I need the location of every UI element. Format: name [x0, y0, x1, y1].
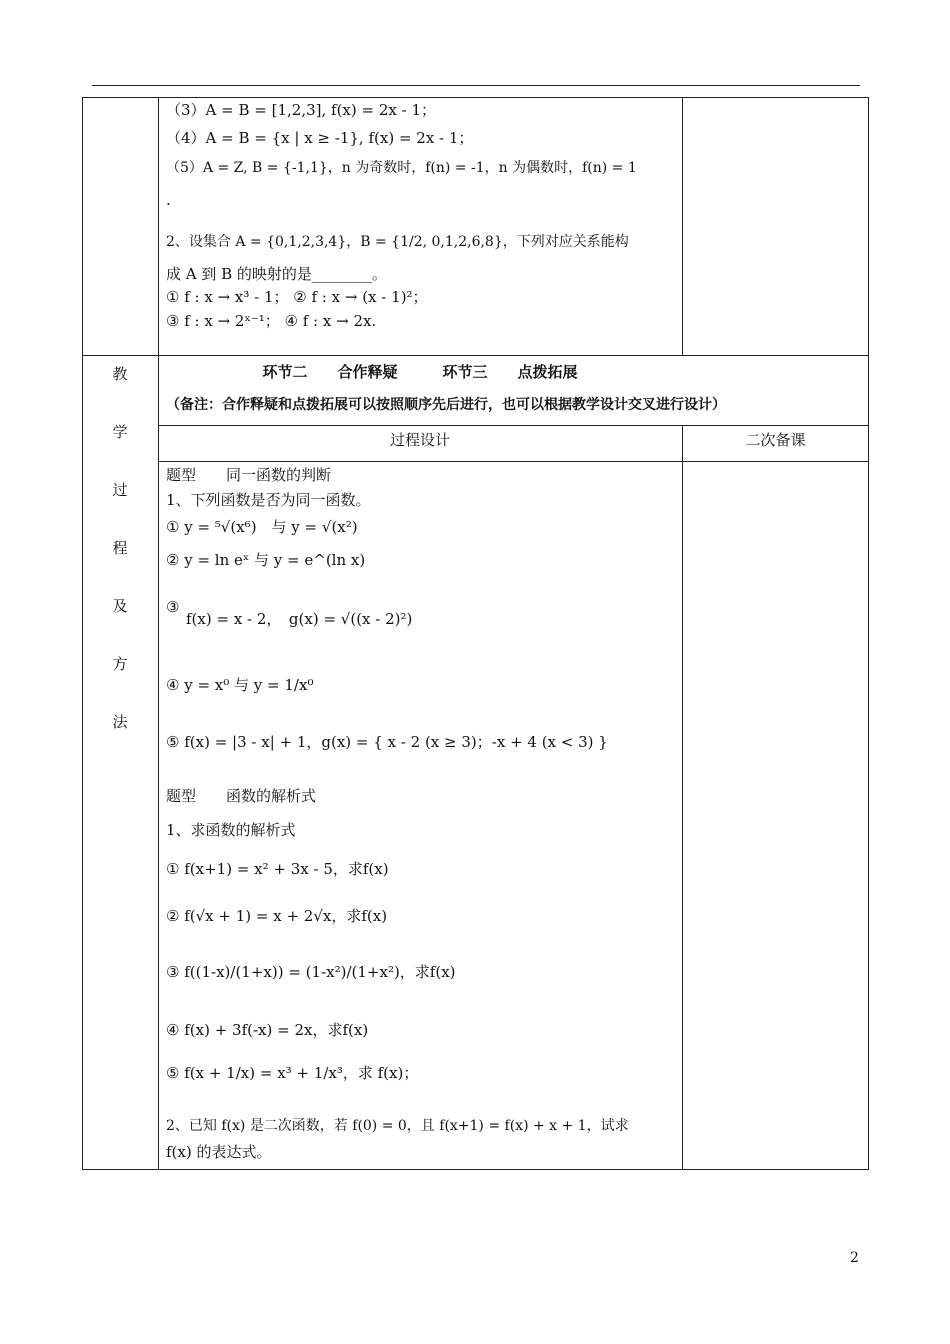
expr-3: ③ f((1-x)/(1+x)) = (1-x²)/(1+x²)，求f(x): [166, 963, 456, 981]
item-4: ④ y = x⁰ 与 y = 1/x⁰: [166, 676, 314, 694]
line-5-cont: .: [166, 191, 171, 209]
col-divider-right-top: [682, 97, 683, 356]
expr-5: ⑤ f(x + 1/x) = x³ + 1/x³，求 f(x)；: [166, 1064, 419, 1082]
expr-4: ④ f(x) + 3f(-x) = 2x，求f(x): [166, 1021, 369, 1039]
item-5: ⑤ f(x) = |3 - x| + 1，g(x) = { x - 2 (x ≥ 3)；-x + 4 (x < 3) }: [166, 733, 608, 751]
column-header-process: 过程设计: [389, 431, 450, 449]
expr-1: ① f(x+1) = x² + 3x - 5，求f(x): [166, 860, 389, 878]
question-expression: 1、求函数的解析式: [166, 821, 296, 839]
item-1: ① y = ⁵√(x⁶) 与 y = √(x²): [166, 518, 358, 536]
side-label-5: 及: [112, 597, 128, 615]
item-3: f(x) = x - 2， g(x) = √((x - 2)²): [186, 610, 413, 628]
expr-2: ② f(√x + 1) = x + 2√x，求f(x): [166, 907, 388, 925]
line-3: （3）A = B = [1,2,3], f(x) = 2x - 1；: [166, 101, 436, 119]
page-number: 2: [850, 1250, 859, 1266]
col-divider-right: [682, 425, 683, 1170]
question-same-function: 1、下列函数是否为同一函数。: [166, 491, 371, 509]
side-label-3: 过: [112, 481, 128, 499]
side-label-2: 学: [112, 423, 128, 441]
line-4: （4）A = B = {x | x ≥ -1}, f(x) = 2x - 1；: [166, 129, 474, 147]
section-note: （备注：合作释疑和点拨拓展可以按照顺序先后进行，也可以根据教学设计交叉进行设计）: [166, 397, 726, 413]
question-quadratic: 2、已知 f(x) 是二次函数，若 f(0) = 0，且 f(x+1) = f(x) + x + 1，试求: [166, 1118, 629, 1134]
question-2b: 成 A 到 B 的映射的是________。: [166, 265, 387, 283]
side-label-6: 方: [112, 655, 128, 673]
header-rule: [92, 85, 860, 86]
column-header-backup: 二次备课: [745, 431, 806, 449]
row-divider-cols: [158, 461, 869, 462]
topic-same-function: 题型 同一函数的判断: [166, 466, 332, 484]
side-label-1: 教: [112, 365, 128, 383]
section-title: 环节二 合作释疑 环节三 点拨拓展: [262, 363, 578, 381]
line-5: （5）A = Z, B = {-1,1}，n 为奇数时，f(n) = -1，n 为偶数时，f(n) = 1: [166, 160, 637, 176]
options-3-4: ③ f : x → 2ˣ⁻¹； ④ f : x → 2x.: [166, 312, 377, 330]
question-quadratic-cont: f(x) 的表达式。: [166, 1143, 272, 1161]
item-3-mark: ③: [166, 598, 180, 616]
item-2: ② y = ln eˣ 与 y = e^(ln x): [166, 551, 366, 569]
side-label-4: 程: [112, 539, 128, 557]
topic-expression: 题型 函数的解析式: [166, 787, 317, 805]
row-divider-header: [158, 425, 869, 426]
side-label-7: 法: [112, 713, 128, 731]
question-2a: 2、设集合 A = {0,1,2,3,4}，B = {1/2, 0,1,2,6,8}，下列对应关系能构: [166, 234, 629, 250]
options-1-2: ① f : x → x³ - 1； ② f : x → (x - 1)²；: [166, 288, 428, 306]
